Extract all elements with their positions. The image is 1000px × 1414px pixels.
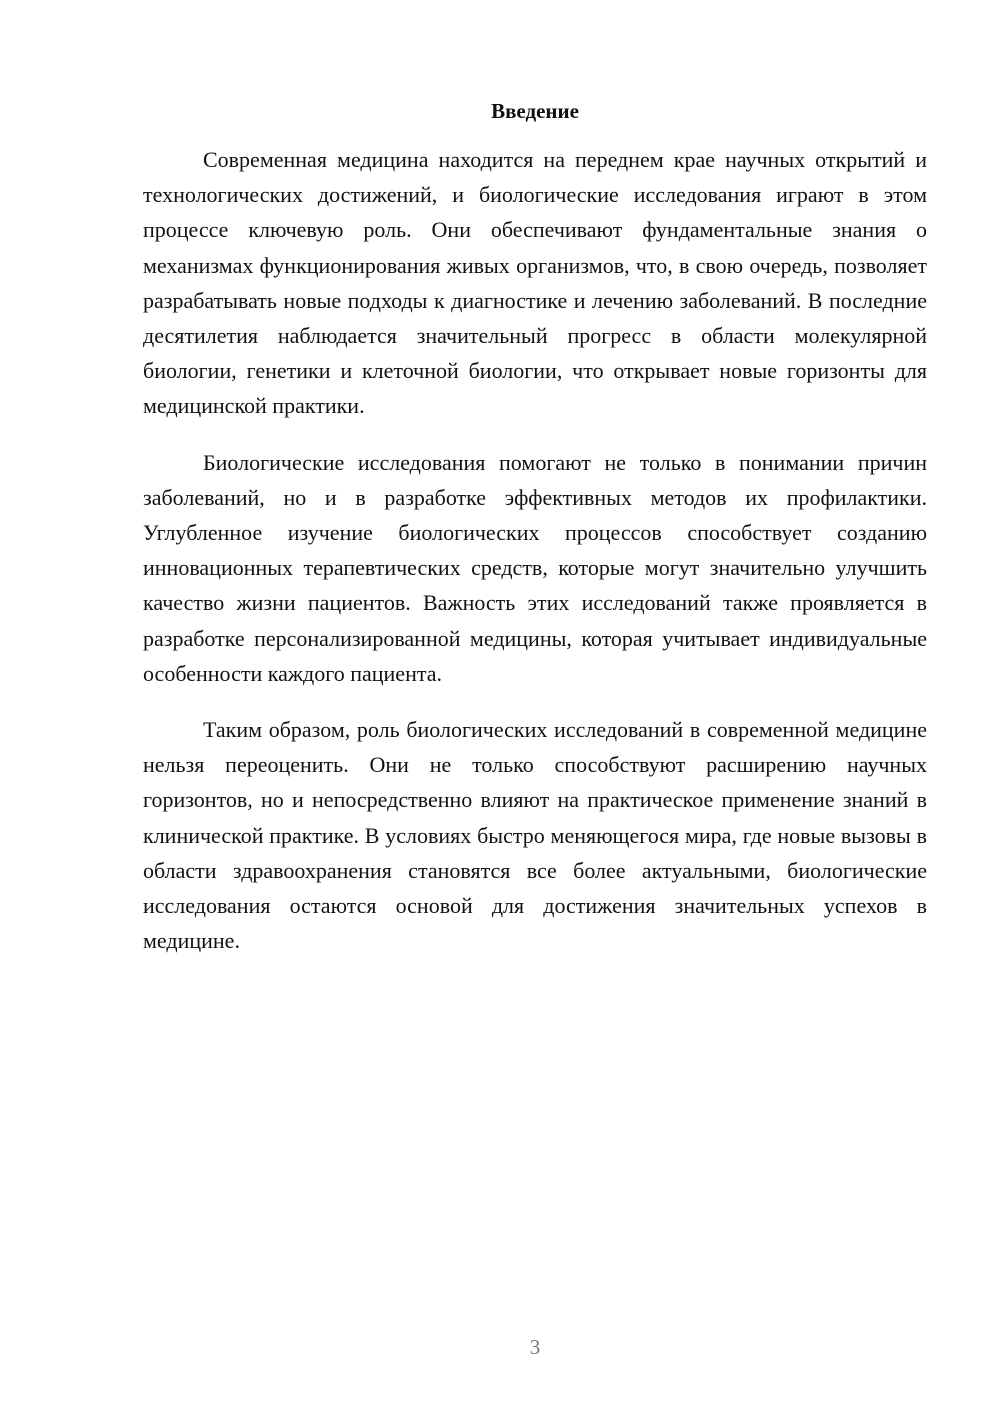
page-title: Введение <box>491 99 579 123</box>
page-number: 3 <box>529 1335 541 1359</box>
paragraph-1: Современная медицина находится на переднем крае научных открытий и технологических достижений, и биологические исследования играют в этом процессе ключевую роль. Они обеспечивают фундаментальные знания о механизмах функционирования живых организмов, что, в свою очередь, позволяет разрабатывать новые подходы к диагностике и лечению заболеваний. В последние десятилетия наблюдается значительный прогресс в области молекулярной биологии, генетики и клеточной биологии, что открывает новые горизонты для медицинской практики. <box>143 147 927 419</box>
paragraph-3: Таким образом, роль биологических исследований в современной медицине нельзя переоценить. Они не только способствуют расширению научных горизонтов, но и непосредственно влияют на практическое применение знаний в клинической практике. В условиях быстро меняющегося мира, где новые вызовы в области здравоохранения становятся все более актуальными, биологические исследования остаются основой для достижения значительных успехов в медицине. <box>143 717 927 954</box>
document-body <box>143 142 927 958</box>
paragraph-2: Биологические исследования помогают не только в понимании причин заболеваний, но и в разработке эффективных методов их профилактики. Углубленное изучение биологических процессов способствует созданию инновационных терапевтических средств, которые могут значительно улучшить качество жизни пациентов. Важность этих исследований также проявляется в разработке персонализированной медицины, которая учитывает индивидуальные особенности каждого пациента. <box>143 449 927 686</box>
